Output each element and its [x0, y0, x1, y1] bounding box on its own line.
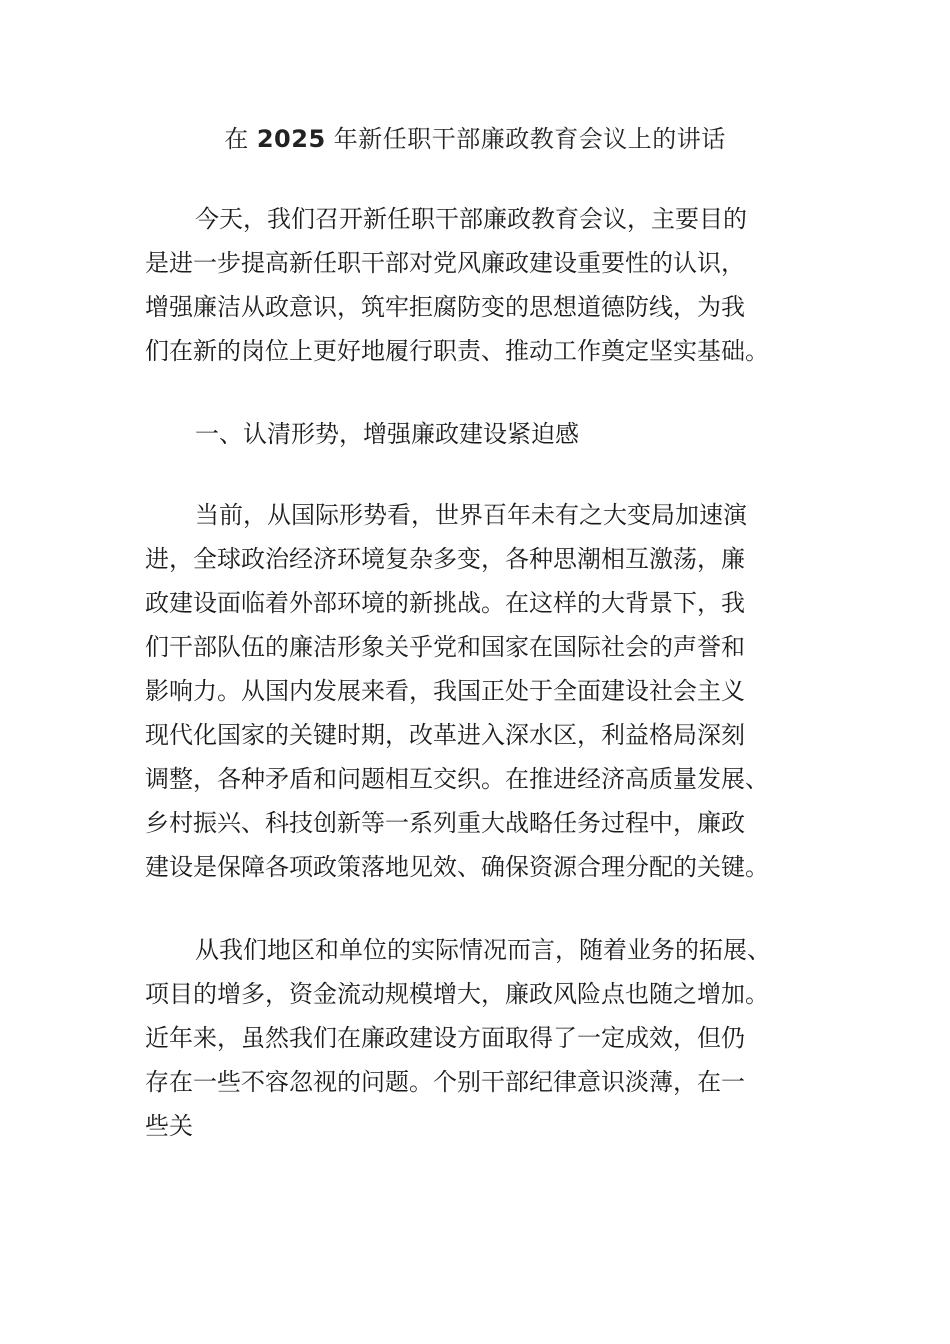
paragraph-line: 们干部队伍的廉洁形象关乎党和国家在国际社会的声誉和 — [145, 633, 745, 661]
paragraph-line: 增强廉洁从政意识，筑牢拒腐防变的思想道德防线，为我 — [145, 293, 745, 321]
paragraph-line: 今天，我们召开新任职干部廉政教育会议，主要目的 — [195, 205, 747, 233]
paragraph-local — [145, 928, 800, 1148]
paragraph-line: 存在一些不容忽视的问题。个别干部纪律意识淡薄，在一 — [145, 1068, 745, 1096]
section-heading-text: 一、认清形势，增强廉政建设紧迫感 — [195, 420, 579, 448]
paragraph-line: 当前，从国际形势看，世界百年未有之大变局加速演 — [195, 501, 747, 529]
document-title — [0, 121, 950, 157]
title-prefix: 在 — [224, 125, 257, 153]
paragraph-line: 近年来，虽然我们在廉政建设方面取得了一定成效，但仍 — [145, 1024, 745, 1052]
paragraph-line: 乡村振兴、科技创新等一系列重大战略任务过程中，廉政 — [145, 809, 745, 837]
paragraph-line: 是进一步提高新任职干部对党风廉政建设重要性的认识， — [145, 249, 745, 277]
paragraph-line: 影响力。从国内发展来看，我国正处于全面建设社会主义 — [145, 677, 745, 705]
paragraph-line: 建设是保障各项政策落地见效、确保资源合理分配的关键。 — [145, 853, 769, 881]
section-heading — [145, 412, 800, 456]
title-year: 2025 — [256, 125, 326, 153]
paragraph-line: 政建设面临着外部环境的新挑战。在这样的大背景下，我 — [145, 589, 745, 617]
paragraph-line: 项目的增多，资金流动规模增大，廉政风险点也随之增加。 — [145, 980, 769, 1008]
paragraph-line: 们在新的岗位上更好地履行职责、推动工作奠定坚实基础。 — [145, 337, 769, 365]
paragraph-line: 进，全球政治经济环境复杂多变，各种思潮相互激荡，廉 — [145, 545, 745, 573]
paragraph-intro — [145, 197, 800, 373]
paragraph-situation — [145, 493, 800, 889]
paragraph-line: 现代化国家的关键时期，改革进入深水区，利益格局深刻 — [145, 721, 745, 749]
paragraph-line: 从我们地区和单位的实际情况而言，随着业务的拓展、 — [195, 936, 771, 964]
title-suffix: 年新任职干部廉政教育会议上的讲话 — [325, 125, 726, 153]
paragraph-line: 些关 — [145, 1112, 193, 1140]
paragraph-line: 调整，各种矛盾和问题相互交织。在推进经济高质量发展、 — [145, 765, 769, 793]
